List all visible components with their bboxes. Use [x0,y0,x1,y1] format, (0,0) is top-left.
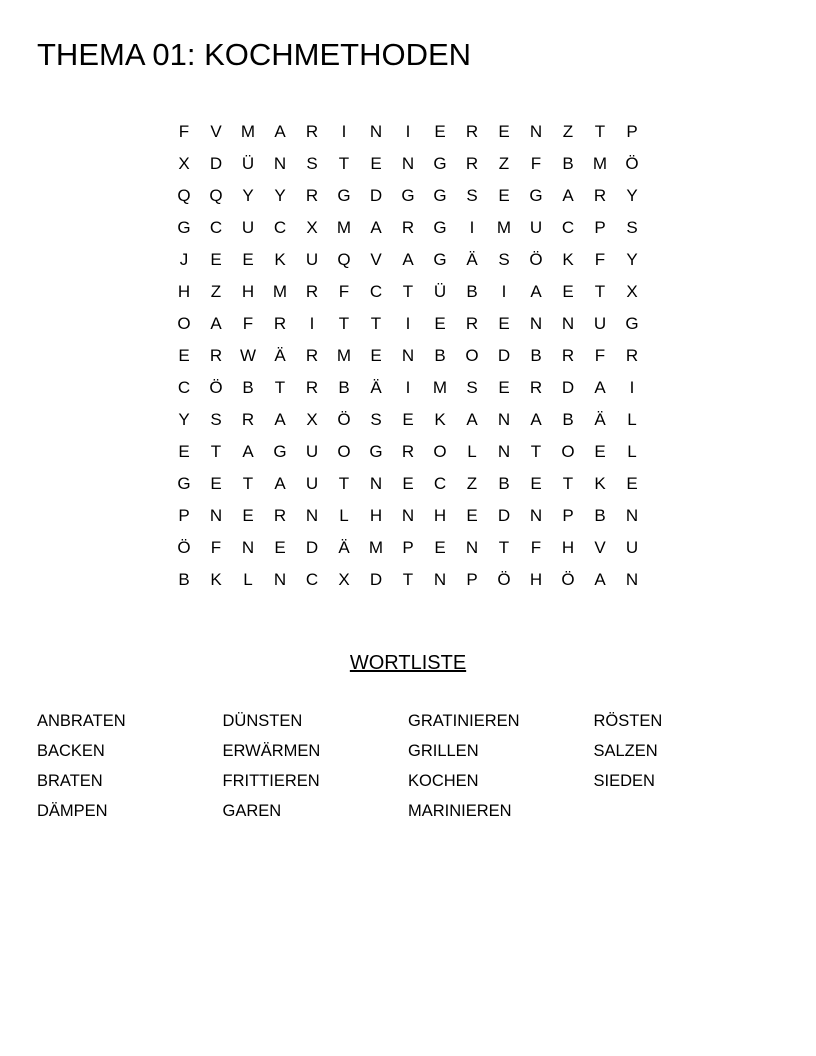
grid-cell[interactable]: X [338,570,350,589]
grid-cell[interactable]: S [498,250,510,269]
grid-cell[interactable]: D [497,506,511,525]
grid-cell[interactable]: E [498,122,510,141]
grid-cell[interactable]: M [240,122,256,141]
grid-cell[interactable]: E [178,442,190,461]
grid-cell[interactable]: P [594,218,606,237]
grid-cell[interactable]: E [274,538,286,557]
grid-cell[interactable]: E [530,474,542,493]
grid-cell[interactable]: E [402,410,414,429]
grid-cell[interactable]: Q [337,250,351,269]
grid-cell[interactable]: N [369,474,383,493]
word-item: KOCHEN [408,772,479,790]
grid-cell[interactable]: N [529,122,543,141]
grid-cell[interactable]: M [592,154,608,173]
grid-cell[interactable]: O [465,346,479,365]
grid-cell[interactable]: F [210,538,222,557]
grid-cell[interactable]: T [338,474,350,493]
grid-cell[interactable]: P [466,570,478,589]
grid-cell[interactable]: T [402,570,414,589]
grid-cell[interactable]: B [530,346,542,365]
grid-cell[interactable]: Ö [529,250,543,269]
grid-cell[interactable]: N [529,506,543,525]
word-item: DÄMPEN [37,802,108,820]
grid-cell[interactable]: A [274,122,286,141]
grid-cell[interactable]: H [433,506,447,525]
grid-cell[interactable]: I [405,314,411,333]
word-item: FRITTIEREN [222,772,320,790]
grid-cell[interactable]: M [496,218,512,237]
grid-cell[interactable]: Ö [209,378,223,397]
grid-cell[interactable]: E [562,282,574,301]
grid-cell[interactable]: R [593,186,607,205]
grid-cell[interactable]: B [594,506,606,525]
grid-cell[interactable]: S [210,410,222,429]
grid-cell[interactable]: X [178,154,190,173]
grid-cell[interactable]: P [626,122,638,141]
grid-cell[interactable]: F [242,314,254,333]
grid-cell[interactable]: P [562,506,574,525]
grid-cell[interactable]: A [594,378,606,397]
word-item: GRILLEN [408,742,479,760]
grid-cell[interactable]: C [369,282,383,301]
grid-cell[interactable]: N [209,506,223,525]
grid-cell[interactable]: U [241,218,255,237]
grid-cell[interactable]: N [497,410,511,429]
grid-cell[interactable]: E [402,474,414,493]
grid-cell[interactable]: G [433,250,447,269]
word-column [408,706,594,826]
grid-row [168,372,648,404]
grid-row [168,180,648,212]
grid-cell[interactable]: A [530,410,542,429]
grid-cell[interactable]: F [530,538,542,557]
grid-cell[interactable]: U [593,314,607,333]
grid-cell[interactable]: F [594,346,606,365]
grid-cell[interactable]: D [497,346,511,365]
grid-cell[interactable]: V [370,250,382,269]
grid-cell[interactable]: Z [498,154,510,173]
grid-row [168,212,648,244]
grid-cell[interactable]: B [242,378,254,397]
grid-cell[interactable]: R [209,346,223,365]
grid-row [168,244,648,276]
grid-cell[interactable]: V [594,538,606,557]
grid-cell[interactable]: I [469,218,475,237]
grid-cell[interactable]: N [497,442,511,461]
grid-cell[interactable]: T [562,474,574,493]
grid-cell[interactable]: A [274,410,286,429]
grid-cell[interactable]: R [305,186,319,205]
grid-cell[interactable]: A [530,282,542,301]
grid-cell[interactable]: K [434,410,446,429]
word-item: RÖSTEN [593,712,663,730]
grid-cell[interactable]: R [305,346,319,365]
grid-row [168,468,648,500]
grid-cell[interactable]: X [306,218,318,237]
grid-cell[interactable]: W [239,346,257,365]
grid-cell[interactable]: E [466,506,478,525]
grid-cell[interactable]: Ö [177,538,191,557]
grid-cell[interactable]: R [241,410,255,429]
grid-cell[interactable]: A [594,570,606,589]
grid-cell[interactable]: A [370,218,382,237]
grid-cell[interactable]: N [401,154,415,173]
grid-cell[interactable]: O [561,442,575,461]
grid-cell[interactable]: M [368,538,384,557]
grid-cell[interactable]: A [562,186,574,205]
grid-row [168,436,648,468]
grid-cell[interactable]: E [370,154,382,173]
grid-cell[interactable]: T [274,378,286,397]
word-item: BRATEN [37,772,103,790]
grid-row [168,340,648,372]
grid-cell[interactable]: C [177,378,191,397]
grid-cell[interactable]: X [626,282,638,301]
grid-cell[interactable]: E [178,346,190,365]
grid-cell[interactable]: P [402,538,414,557]
grid-cell[interactable]: A [210,314,222,333]
grid-cell[interactable]: N [241,538,255,557]
word-item: GAREN [222,802,282,820]
grid-cell[interactable]: Y [274,186,286,205]
grid-cell[interactable]: Z [466,474,478,493]
grid-cell[interactable]: B [498,474,510,493]
grid-row [168,532,648,564]
grid-cell[interactable]: R [465,122,479,141]
grid-cell[interactable]: C [273,218,287,237]
grid-row [168,148,648,180]
grid-cell[interactable]: J [179,250,189,269]
grid-cell[interactable]: Y [178,410,190,429]
grid-row [168,276,648,308]
grid-cell[interactable]: F [178,122,190,141]
grid-cell[interactable]: Ö [337,410,351,429]
grid-cell[interactable]: C [305,570,319,589]
grid-cell[interactable]: B [562,410,574,429]
grid-cell[interactable]: R [305,122,319,141]
grid-cell[interactable]: E [242,506,254,525]
grid-cell[interactable]: R [305,378,319,397]
grid-cell[interactable]: R [561,346,575,365]
grid-cell[interactable]: Ä [594,410,606,429]
grid-row [168,116,648,148]
grid-cell[interactable]: S [306,154,318,173]
grid-cell[interactable]: A [466,410,478,429]
grid-cell[interactable]: G [433,186,447,205]
grid-cell[interactable]: U [305,442,319,461]
grid-cell[interactable]: N [305,506,319,525]
grid-cell[interactable]: N [465,538,479,557]
grid-cell[interactable]: U [305,474,319,493]
grid-cell[interactable]: H [369,506,383,525]
grid-cell[interactable]: N [433,570,447,589]
grid-cell[interactable]: C [561,218,575,237]
grid-cell[interactable]: F [530,154,542,173]
grid-cell[interactable]: G [273,442,287,461]
grid-cell[interactable]: C [209,218,223,237]
grid-cell[interactable]: R [401,442,415,461]
grid-cell[interactable]: G [177,218,191,237]
grid-cell[interactable]: S [370,410,382,429]
grid-cell[interactable]: T [210,442,222,461]
word-item: ERWÄRMEN [222,742,321,760]
grid-cell[interactable]: F [338,282,350,301]
grid-cell[interactable]: M [272,282,288,301]
grid-cell[interactable]: E [498,314,510,333]
grid-cell[interactable]: I [501,282,507,301]
grid-cell[interactable]: Q [209,186,223,205]
grid-cell[interactable]: L [627,442,637,461]
grid-cell[interactable]: I [629,378,635,397]
grid-cell[interactable]: B [562,154,574,173]
grid-cell[interactable]: L [243,570,253,589]
grid-cell[interactable]: S [626,218,638,237]
grid-cell[interactable]: Y [242,186,254,205]
word-item: GRATINIEREN [408,712,520,730]
grid-cell[interactable]: R [529,378,543,397]
grid-cell[interactable]: B [178,570,190,589]
grid-cell[interactable]: T [338,154,350,173]
grid-cell[interactable]: N [273,570,287,589]
grid-cell[interactable]: E [210,250,222,269]
grid-cell[interactable]: E [434,122,446,141]
grid-row [168,404,648,436]
grid-cell[interactable]: T [594,282,606,301]
wordlist-title: WORTLISTE [349,652,467,674]
grid-row [168,564,648,596]
grid-cell[interactable]: E [370,346,382,365]
grid-cell[interactable]: I [309,314,315,333]
grid-cell[interactable]: A [402,250,414,269]
grid-cell[interactable]: N [625,506,639,525]
grid-cell[interactable]: E [210,474,222,493]
grid-cell[interactable]: Ä [370,378,382,397]
grid-cell[interactable]: E [626,474,638,493]
grid-cell[interactable]: N [401,346,415,365]
grid-cell[interactable]: G [337,186,351,205]
grid-cell[interactable]: F [594,250,606,269]
grid-cell[interactable]: Ö [561,570,575,589]
grid-cell[interactable]: E [434,314,446,333]
grid-cell[interactable]: H [241,282,255,301]
grid-cell[interactable]: G [177,474,191,493]
grid-cell[interactable]: T [242,474,254,493]
grid-cell[interactable]: U [305,250,319,269]
word-item: SIEDEN [593,772,655,790]
grid-cell[interactable]: M [336,218,352,237]
grid-cell[interactable]: T [498,538,510,557]
grid-cell[interactable]: O [337,442,351,461]
grid-cell[interactable]: B [338,378,350,397]
grid-cell[interactable]: N [529,314,543,333]
grid-cell[interactable]: G [625,314,639,333]
grid-cell[interactable]: N [561,314,575,333]
grid-cell[interactable]: Ä [274,346,286,365]
grid-cell[interactable]: B [434,346,446,365]
grid-cell[interactable]: O [433,442,447,461]
grid-cell[interactable]: R [273,506,287,525]
grid-cell[interactable]: D [369,570,383,589]
grid-cell[interactable]: D [561,378,575,397]
grid-cell[interactable]: R [305,282,319,301]
grid-cell[interactable]: G [401,186,415,205]
grid-cell[interactable]: E [498,186,510,205]
grid-cell[interactable]: Z [210,282,222,301]
grid-cell[interactable]: Ö [625,154,639,173]
grid-cell[interactable]: A [242,442,254,461]
grid-cell[interactable]: O [177,314,191,333]
grid-cell[interactable]: Ü [433,282,447,301]
word-list [37,706,797,826]
grid-cell[interactable]: K [562,250,574,269]
grid-cell[interactable]: H [529,570,543,589]
grid-cell[interactable]: G [433,218,447,237]
letter-grid [168,116,648,596]
grid-cell[interactable]: Z [562,122,574,141]
grid-cell[interactable]: C [433,474,447,493]
grid-cell[interactable]: N [401,506,415,525]
grid-cell[interactable]: U [625,538,639,557]
grid-cell[interactable]: X [306,410,318,429]
word-item: DÜNSTEN [222,712,303,730]
page-title: THEMA 01: KOCHMETHODEN [37,37,472,72]
grid-cell[interactable]: H [177,282,191,301]
grid-cell[interactable]: R [465,314,479,333]
grid-cell[interactable]: P [178,506,190,525]
word-item: BACKEN [37,742,105,760]
grid-cell[interactable]: E [242,250,254,269]
grid-cell[interactable]: R [465,154,479,173]
grid-cell[interactable]: V [210,122,222,141]
grid-cell[interactable]: D [369,186,383,205]
grid-cell[interactable]: R [625,346,639,365]
grid-cell[interactable]: S [466,186,478,205]
grid-row [168,500,648,532]
grid-cell[interactable]: R [401,218,415,237]
grid-cell[interactable]: Ä [338,538,350,557]
grid-cell[interactable]: I [405,378,411,397]
grid-cell[interactable]: Y [626,186,638,205]
word-item: MARINIEREN [408,802,512,820]
word-column [37,706,223,826]
grid-cell[interactable]: Y [626,250,638,269]
grid-cell[interactable]: N [625,570,639,589]
grid-cell[interactable]: M [336,346,352,365]
grid-cell[interactable]: L [339,506,349,525]
grid-cell[interactable]: E [594,442,606,461]
grid-row [168,308,648,340]
grid-cell[interactable]: T [338,314,350,333]
word-column [594,706,780,826]
grid-cell[interactable]: M [432,378,448,397]
grid-cell[interactable]: A [274,474,286,493]
grid-cell[interactable]: N [369,122,383,141]
grid-cell[interactable]: L [467,442,477,461]
grid-cell[interactable]: S [466,378,478,397]
word-item: ANBRATEN [37,712,126,730]
grid-cell[interactable]: T [370,314,382,333]
grid-cell[interactable]: T [594,122,606,141]
grid-cell[interactable]: B [466,282,478,301]
grid-cell[interactable]: H [561,538,575,557]
grid-cell[interactable]: T [530,442,542,461]
grid-cell[interactable]: K [274,250,286,269]
grid-cell[interactable]: Q [177,186,191,205]
grid-cell[interactable]: I [341,122,347,141]
grid-cell[interactable]: L [627,410,637,429]
grid-cell[interactable]: G [529,186,543,205]
grid-cell[interactable]: N [273,154,287,173]
grid-cell[interactable]: K [594,474,606,493]
grid-cell[interactable]: E [434,538,446,557]
word-column [223,706,409,826]
grid-cell[interactable]: Ö [497,570,511,589]
grid-cell[interactable]: D [305,538,319,557]
grid-cell[interactable]: I [405,122,411,141]
grid-cell[interactable]: G [433,154,447,173]
grid-cell[interactable]: Ä [466,250,478,269]
grid-cell[interactable]: K [210,570,222,589]
grid-cell[interactable]: Ü [241,154,255,173]
grid-cell[interactable]: T [402,282,414,301]
word-item: SALZEN [593,742,658,760]
grid-cell[interactable]: G [369,442,383,461]
grid-cell[interactable]: R [273,314,287,333]
grid-cell[interactable]: D [209,154,223,173]
grid-cell[interactable]: U [529,218,543,237]
grid-cell[interactable]: E [498,378,510,397]
